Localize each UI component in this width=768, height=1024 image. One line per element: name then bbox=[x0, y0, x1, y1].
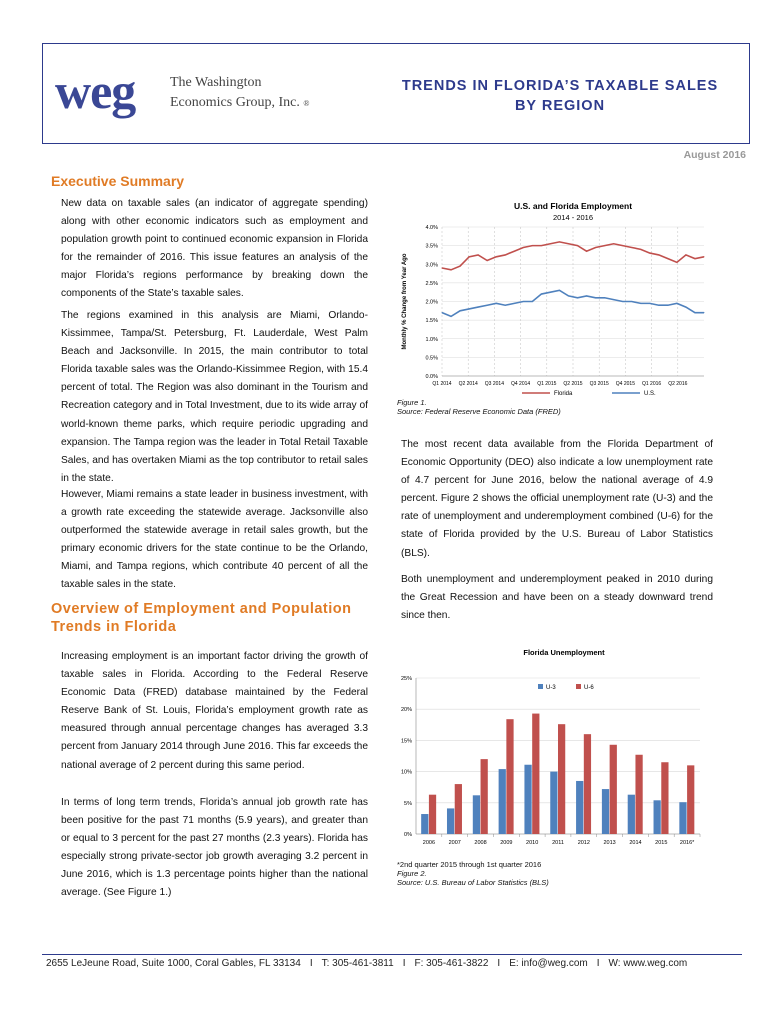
overview-heading-line-2: Trends in Florida bbox=[51, 619, 177, 635]
bar-u3 bbox=[679, 802, 686, 834]
data-point bbox=[478, 307, 479, 308]
legend-label: U-6 bbox=[584, 685, 594, 691]
exec-summary-paragraph-2: The regions examined in this analysis are Miami, Orlando-Kissimmee, Tampa/St. Petersburg, Ft. Lauderdale, West Palm Beach and Jacksonville. In 2015, the main contributor to total Florida taxable sales was the Orlando-Kissimmee Region, with 15.4 percent of total. The Region was also dominant in the Tourism and Recreation category and in Total Investment, due to its wide array of world-known theme parks, which require periodic upgrading and expansion. The Tampa region was the leader in Total Retail Taxable Sales, and has overtaken Miami as the top contributor to retail sales in the state. bbox=[61, 310, 368, 484]
y-tick-label: 15% bbox=[400, 738, 412, 745]
data-point bbox=[631, 301, 632, 302]
x-tick-label: 2010 bbox=[526, 840, 539, 846]
data-point bbox=[487, 305, 488, 306]
figure-2-label: Figure 2. bbox=[397, 869, 427, 878]
title-line-2: BY REGION bbox=[514, 98, 606, 114]
y-tick-label: 2.0% bbox=[425, 299, 438, 306]
data-point bbox=[577, 245, 578, 246]
data-point bbox=[613, 243, 614, 244]
y-tick-label: 5% bbox=[404, 800, 412, 807]
footer-rule bbox=[42, 954, 742, 955]
x-tick-label: Q2 2014 bbox=[458, 381, 478, 387]
data-point bbox=[676, 262, 677, 263]
data-point bbox=[676, 303, 677, 304]
overview-paragraph-1: Increasing employment is an important factor driving the growth of taxable sales in Florida. According to the Federal Reserve Economic Data (FRED) database maintained by the Federal Reserve Bank of St. Louis, Florida’s employment growth rate as measured through annual percentage changes has averaged 3.3 percent from January 2014 through June 2016. This far exceeds the national average of 2 percent during this same period. bbox=[61, 651, 368, 771]
data-point bbox=[478, 254, 479, 255]
y-tick-label: 1.0% bbox=[425, 336, 438, 343]
data-point bbox=[505, 254, 506, 255]
bar-u6 bbox=[506, 719, 513, 834]
data-point bbox=[523, 301, 524, 302]
data-point bbox=[559, 290, 560, 291]
data-point bbox=[496, 303, 497, 304]
overview-heading-line-1: Overview of Employment and Population bbox=[51, 601, 352, 617]
bar-u3 bbox=[654, 800, 661, 834]
y-tick-label: 2.5% bbox=[425, 280, 438, 287]
y-tick-label: 10% bbox=[400, 769, 412, 776]
title-line-1: TRENDS IN FLORIDA’S TAXABLE SALES bbox=[401, 78, 719, 94]
y-tick-label: 3.5% bbox=[425, 243, 438, 250]
data-point bbox=[541, 294, 542, 295]
logo-mark: weg bbox=[55, 63, 136, 119]
y-tick-label: 3.0% bbox=[425, 262, 438, 269]
data-point bbox=[559, 241, 560, 242]
data-point bbox=[568, 295, 569, 296]
x-tick-label: Q2 2015 bbox=[563, 381, 583, 387]
bar-u6 bbox=[481, 759, 488, 834]
chart-subtitle: 2014 - 2016 bbox=[552, 213, 594, 222]
chart-title: U.S. and Florida Employment bbox=[513, 201, 633, 211]
x-tick-label: 2015 bbox=[655, 840, 668, 846]
data-point bbox=[550, 292, 551, 293]
legend-label: U.S. bbox=[644, 391, 656, 396]
data-point bbox=[704, 256, 705, 257]
footer bbox=[46, 958, 746, 969]
x-tick-label: Q2 2016 bbox=[668, 381, 688, 387]
x-tick-label: 2016* bbox=[679, 840, 695, 846]
unemployment-paragraph-1: The most recent data available from the Florida Department of Economic Opportunity (DEO) also indicate a low unemployment rate of 4.7 percent for June 2016, below the national average of 4.9 percent. Figure 2 shows the official unemployment rate (U-3) and the rate of unemployment and underemployment combined (U-6) for the state of Florida provided by the U.S. Bureau of Labor Statistics (BLS). bbox=[401, 439, 713, 559]
y-tick-label: 0.0% bbox=[425, 374, 438, 380]
data-point bbox=[496, 256, 497, 257]
x-tick-label: Q4 2015 bbox=[615, 381, 635, 387]
bar-u6 bbox=[558, 724, 565, 834]
bar-u3 bbox=[602, 789, 609, 834]
data-point bbox=[451, 316, 452, 317]
data-point bbox=[514, 303, 515, 304]
x-tick-label: Q3 2015 bbox=[589, 381, 609, 387]
x-tick-label: Q3 2014 bbox=[484, 381, 504, 387]
exec-summary-paragraph-1: New data on taxable sales (an indicator of aggregate spending) along with other economic indicators such as employment and population growth point to continued economic expansion in Florida for the remainder of 2016. This issue features an analysis of the major Florida’s regions performance by breaking down the components of the State’s taxable sales. bbox=[61, 198, 368, 300]
x-tick-label: 2007 bbox=[448, 840, 461, 846]
legend-label: Florida bbox=[554, 391, 573, 396]
data-point bbox=[685, 307, 686, 308]
data-point bbox=[442, 267, 443, 268]
x-tick-label: 2012 bbox=[577, 840, 590, 846]
data-point bbox=[595, 297, 596, 298]
data-point bbox=[514, 251, 515, 252]
figure-1-label: Figure 1. bbox=[397, 398, 427, 407]
bar-u6 bbox=[532, 714, 539, 834]
data-point bbox=[532, 301, 533, 302]
x-tick-label: Q1 2015 bbox=[537, 381, 557, 387]
bar-u3 bbox=[499, 769, 506, 834]
x-tick-label: Q1 2014 bbox=[432, 381, 452, 387]
data-point bbox=[469, 256, 470, 257]
data-point bbox=[694, 312, 695, 313]
data-point bbox=[550, 243, 551, 244]
data-point bbox=[469, 308, 470, 309]
data-point bbox=[640, 249, 641, 250]
page-title bbox=[390, 76, 730, 116]
data-point bbox=[613, 299, 614, 300]
bar-u3 bbox=[421, 814, 428, 834]
data-point bbox=[442, 312, 443, 313]
data-point bbox=[704, 312, 705, 313]
footer-email-link[interactable]: E: info@weg.com bbox=[509, 958, 588, 969]
data-point bbox=[586, 251, 587, 252]
data-point bbox=[577, 297, 578, 298]
y-tick-label: 0% bbox=[404, 832, 412, 838]
figure-2-note: *2nd quarter 2015 through 1st quarter 2016 bbox=[397, 860, 542, 869]
data-point bbox=[532, 245, 533, 246]
footer-separator: I bbox=[309, 958, 313, 969]
unemployment-bar-chart bbox=[392, 642, 737, 857]
unemployment-paragraph-2: Both unemployment and underemployment peaked in 2010 during the Great Recession and have been on a steady downward trend since then. bbox=[401, 574, 713, 622]
figure-2-source: Source: U.S. Bureau of Labor Statistics (BLS) bbox=[397, 878, 549, 887]
footer-separator: I bbox=[402, 958, 406, 969]
data-point bbox=[685, 254, 686, 255]
y-tick-label: 25% bbox=[400, 676, 412, 682]
data-point bbox=[604, 297, 605, 298]
bar-u6 bbox=[455, 784, 462, 834]
bar-u6 bbox=[584, 734, 591, 834]
data-point bbox=[568, 243, 569, 244]
legend-swatch bbox=[538, 684, 543, 689]
footer-separator: I bbox=[497, 958, 501, 969]
data-point bbox=[658, 305, 659, 306]
y-tick-label: 4.0% bbox=[425, 225, 438, 231]
logo-text bbox=[170, 73, 309, 114]
bar-u3 bbox=[473, 795, 480, 834]
figure-1-source: Source: Federal Reserve Economic Data (FRED) bbox=[397, 407, 561, 416]
bar-u3 bbox=[550, 772, 557, 834]
data-point bbox=[622, 301, 623, 302]
data-point bbox=[595, 247, 596, 248]
issue-date: August 2016 bbox=[683, 149, 746, 161]
chart-title: Florida Unemployment bbox=[523, 648, 605, 657]
logo-line-2: Economics Group, Inc. bbox=[170, 95, 300, 110]
x-tick-label: 2014 bbox=[629, 840, 642, 846]
overview-paragraph-2: In terms of long term trends, Florida’s annual job growth rate has been positive for the past 71 months (5.9 years), and greater than or equal to 3 percent for the past 27 months (2.3 years). Florida has especially strong private-sector job growth averaging 3.2 percent in June 2016, which is 1.3 percentage points higher than the national average. (See Figure 1.) bbox=[61, 797, 368, 899]
x-tick-label: Q4 2014 bbox=[511, 381, 531, 387]
data-point bbox=[487, 260, 488, 261]
bar-u3 bbox=[628, 795, 635, 834]
data-point bbox=[622, 245, 623, 246]
employment-line-chart bbox=[392, 196, 732, 396]
bar-u3 bbox=[524, 765, 531, 834]
data-point bbox=[667, 258, 668, 259]
x-tick-label: 2009 bbox=[500, 840, 513, 846]
bar-u6 bbox=[429, 795, 436, 834]
data-point bbox=[694, 258, 695, 259]
data-point bbox=[631, 247, 632, 248]
x-tick-label: 2013 bbox=[603, 840, 616, 846]
data-point bbox=[586, 295, 587, 296]
footer-web-link[interactable]: W: www.weg.com bbox=[608, 958, 688, 969]
executive-summary-heading: Executive Summary bbox=[51, 173, 185, 189]
y-tick-label: 0.5% bbox=[425, 355, 438, 362]
data-point bbox=[667, 305, 668, 306]
footer-separator: I bbox=[596, 958, 600, 969]
data-point bbox=[460, 266, 461, 267]
y-axis-label: Monthly % Change from Year Ago bbox=[402, 253, 408, 350]
data-point bbox=[505, 305, 506, 306]
bar-u3 bbox=[576, 781, 583, 834]
registered-mark: ® bbox=[303, 99, 310, 108]
y-tick-label: 1.5% bbox=[425, 318, 438, 325]
data-point bbox=[523, 247, 524, 248]
footer-fax: F: 305-461-3822 bbox=[414, 958, 489, 969]
bar-u6 bbox=[635, 755, 642, 834]
x-tick-label: 2011 bbox=[552, 840, 564, 846]
logo-line-1: The Washington bbox=[170, 75, 262, 90]
legend-label: U-3 bbox=[546, 685, 556, 691]
x-tick-label: Q1 2016 bbox=[642, 381, 662, 387]
data-point bbox=[640, 303, 641, 304]
footer-address: 2655 LeJeune Road, Suite 1000, Coral Gables, FL 33134 bbox=[46, 958, 301, 969]
bar-u6 bbox=[610, 745, 617, 834]
footer-phone: T: 305-461-3811 bbox=[321, 958, 394, 969]
figure-2-caption bbox=[397, 860, 549, 887]
figure-1-caption bbox=[397, 398, 561, 416]
data-point bbox=[604, 245, 605, 246]
data-point bbox=[460, 310, 461, 311]
overview-heading bbox=[51, 600, 371, 636]
data-point bbox=[658, 254, 659, 255]
bar-u3 bbox=[447, 808, 454, 834]
legend-swatch bbox=[576, 684, 581, 689]
exec-summary-paragraph-3: However, Miami remains a state leader in business investment, with a growth rate exceeding the statewide average. Jacksonville also outperformed the statewide average in retail sales growth, but the primary economic drivers for the state continue to be the Orlando, Miami, and Tampa regions, which contribute 40 percent of all the taxable sales in the state. bbox=[61, 489, 368, 591]
y-tick-label: 20% bbox=[400, 707, 412, 714]
data-point bbox=[649, 253, 650, 254]
bar-u6 bbox=[661, 762, 668, 834]
x-tick-label: 2006 bbox=[422, 840, 436, 846]
x-tick-label: 2008 bbox=[474, 840, 487, 846]
data-point bbox=[541, 245, 542, 246]
bar-u6 bbox=[687, 765, 694, 834]
data-point bbox=[649, 303, 650, 304]
data-point bbox=[451, 269, 452, 270]
